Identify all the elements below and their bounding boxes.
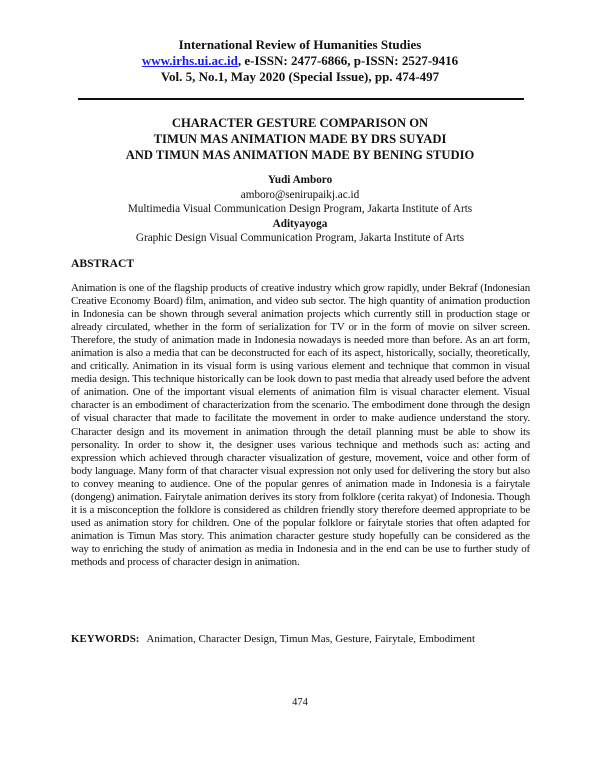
page-number: 474 xyxy=(292,697,308,708)
journal-issn: , e-ISSN: 2477-6866, p-ISSN: 2527-9416 xyxy=(237,53,459,68)
title-line-3: AND TIMUN MAS ANIMATION MADE BY BENING STUDIO xyxy=(125,148,475,162)
journal-website-link[interactable]: www.irhs.ui.ac.id xyxy=(141,53,238,68)
journal-name: International Review of Humanities Studies xyxy=(178,37,422,52)
keywords-label: KEYWORDS: xyxy=(71,633,140,645)
author-affiliation: Graphic Design Visual Communication Program, Jakarta Institute of Arts xyxy=(135,232,465,245)
author-name: Adityayoga xyxy=(272,217,328,230)
abstract-text: Animation is one of the flagship products of creative industry which grow rapidly, under Bekraf (Indonesian Creative Economy Board) film, animation, and video sub sector. The high quantity of animation production in Indonesia can be shown through several animation projects which currently still in production stage or already circulated, whether in the form of serialization for TV or in the form of movie on silver screen. Therefore, the study of animation made in Indonesia nowadays is needed more than before. As an art form, animation is also a media that can be deconstructed for each of its aspect, historically, socially, theoretically, and critically. Animation in its visual form is using various element and technique that common in visual media design. This technique historically can be look down to past media that already used before the advent of animation. One of the important visual elements of animation film is visual character element. Visual character is an embodiment of characterization from the scenario. The embodiment done through the design of visual character that made to facilitate the movement in order to make audience understand the story. Character design and its movement in animation through the detail planning must be able to show its personality. In order to show it, the designer uses various technique and methods such as: acting and expression which achieved through character visualization of gesture, movement, voice and other form of body language. Many form of that character visual expression not only used for delivering the story but also to convey meaning to audience. One of the popular genres of animation made in Indonesia is a fairytale (dongeng) animation. Fairytale animation derives its story from folklore (cerita rakyat) of Indonesia. Though it is a misconception the folklore is considered as children friendly story therefore deemed appropriate to be used as animation story for children. One of the popular folklore or fairytale stories that often adapted for animation is Timun Mas story. This animation character gesture study hopefully can be considered as the way to enriching the study of animation as media in Indonesia and in the end can be use to further study of methods and process of character design in animation. xyxy=(71,282,530,568)
author-block xyxy=(0,173,600,246)
keywords-list: Animation, Character Design, Timun Mas, Gesture, Fairytale, Embodiment xyxy=(146,633,475,645)
paper-title xyxy=(0,115,600,163)
title-line-2: TIMUN MAS ANIMATION MADE BY DRS SUYADI xyxy=(153,132,447,146)
author-name: Yudi Amboro xyxy=(267,174,333,186)
title-line-1: CHARACTER GESTURE COMPARISON ON xyxy=(171,116,429,130)
abstract-heading: ABSTRACT xyxy=(71,257,135,270)
header-divider xyxy=(78,98,524,100)
author-affiliation: Multimedia Visual Communication Design Program, Jakarta Institute of Arts xyxy=(127,203,473,216)
journal-identifiers xyxy=(0,53,600,69)
journal-volume: Vol. 5, No.1, May 2020 (Special Issue), pp. 474-497 xyxy=(160,69,440,84)
keywords xyxy=(71,633,530,645)
author-email: amboro@senirupaikj.ac.id xyxy=(240,188,360,201)
